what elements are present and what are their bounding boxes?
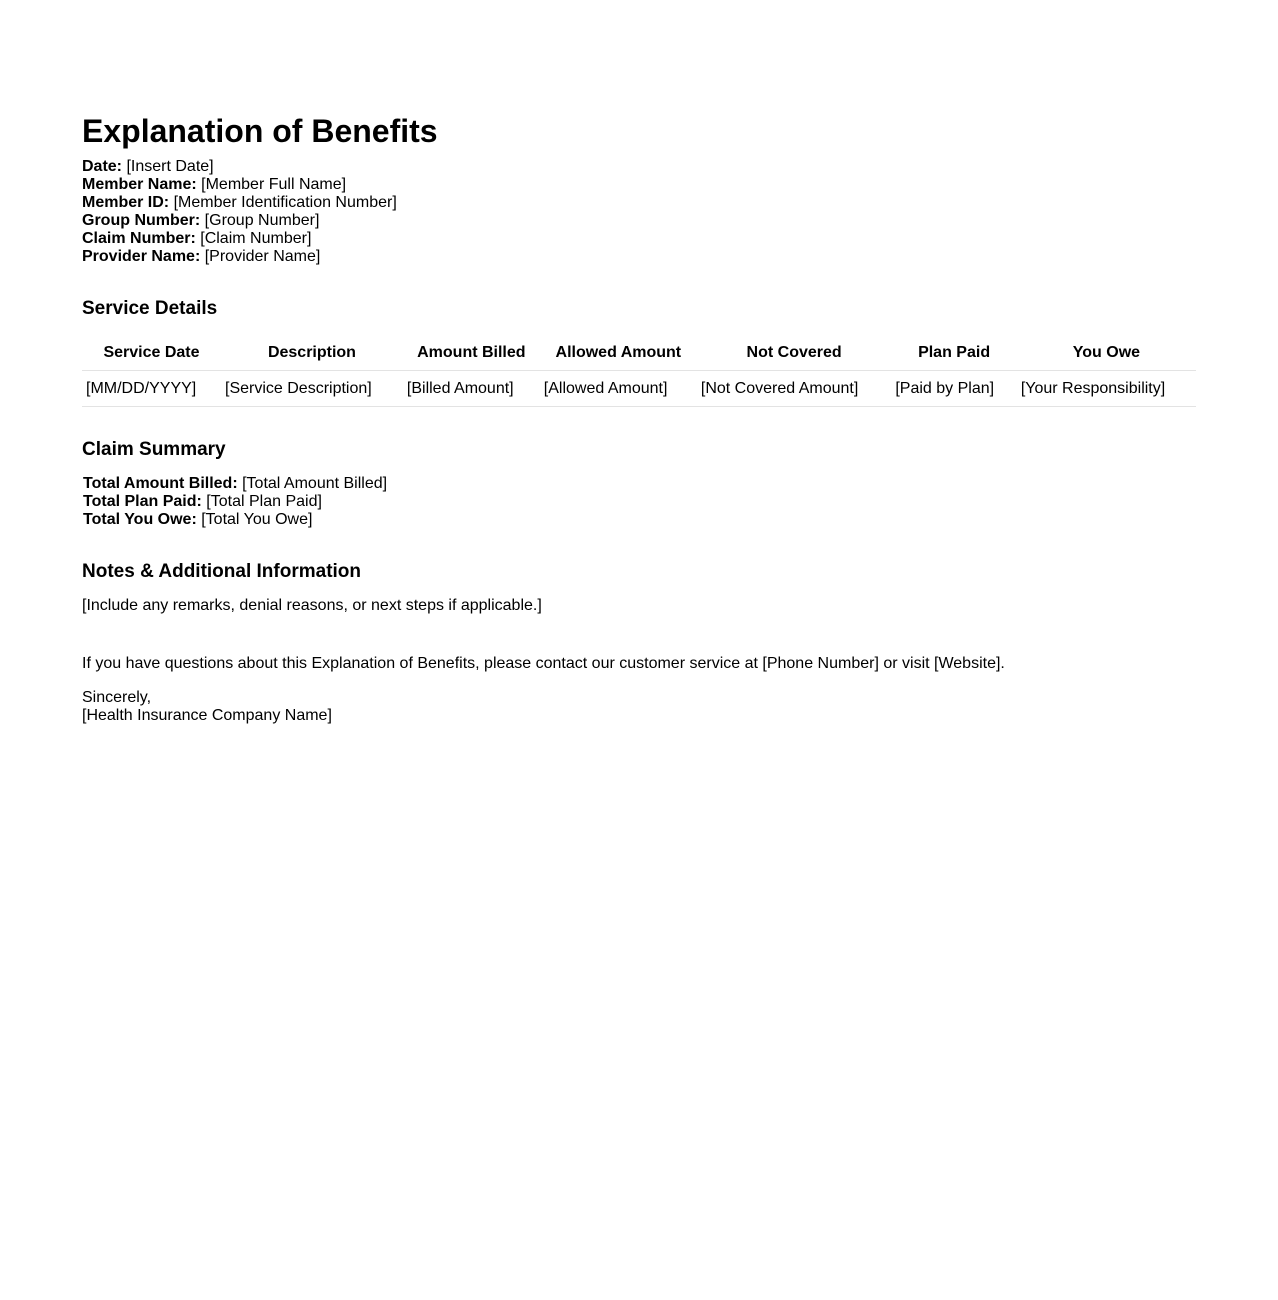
summary-label: Total Amount Billed: [83,475,238,492]
meta-value: [Insert Date] [126,158,214,175]
table-row [82,371,1196,407]
meta-value: [Claim Number] [200,230,312,247]
meta-label: Member Name: [82,176,197,193]
col-not-covered: Not Covered [697,336,891,371]
table-header-row [82,336,1196,371]
meta-value: [Member Identification Number] [173,194,397,211]
cell-you-owe: [Your Responsibility] [1017,371,1196,407]
summary-label: Total Plan Paid: [83,493,202,510]
col-description: Description [221,336,403,371]
col-plan-paid: Plan Paid [891,336,1016,371]
notes-text: [Include any remarks, denial reasons, or next steps if applicable.] [82,597,542,614]
notes-heading: Notes & Additional Information [82,561,362,582]
claim-summary-heading: Claim Summary [82,439,226,460]
cell-allowed-amount: [Allowed Amount] [540,371,697,407]
meta-claim-number [82,230,1196,248]
closing-signature: [Health Insurance Company Name] [82,707,332,724]
summary-value: [Total Plan Paid] [206,493,322,510]
member-info [82,158,1196,266]
meta-group-number [82,212,1196,230]
cell-plan-paid: [Paid by Plan] [891,371,1016,407]
meta-provider-name [82,248,1196,266]
meta-label: Member ID: [82,194,170,211]
col-service-date: Service Date [82,336,221,371]
meta-member-name [82,176,1196,194]
closing-block [82,689,1196,725]
col-allowed-amount: Allowed Amount [540,336,697,371]
summary-total-plan-paid [83,493,1196,511]
meta-label: Group Number: [82,212,201,229]
cell-service-date: [MM/DD/YYYY] [82,371,221,407]
summary-value: [Total Amount Billed] [242,475,388,492]
meta-label: Date: [82,158,123,175]
cell-not-covered: [Not Covered Amount] [697,371,891,407]
cell-amount-billed: [Billed Amount] [403,371,540,407]
closing-salutation: Sincerely, [82,689,152,706]
summary-label: Total You Owe: [83,511,197,528]
meta-label: Provider Name: [82,248,201,265]
meta-value: [Member Full Name] [201,176,347,193]
summary-total-you-owe [83,511,1196,529]
summary-value: [Total You Owe] [201,511,313,528]
col-you-owe: You Owe [1017,336,1196,371]
meta-label: Claim Number: [82,230,196,247]
meta-member-id [82,194,1196,212]
service-details-table [82,336,1196,407]
claim-summary-list [83,475,1196,529]
meta-date [82,158,1196,176]
contact-text: If you have questions about this Explanation of Benefits, please contact our customer service at [Phone Number] or visit [Website]. [82,655,1005,672]
meta-value: [Group Number] [204,212,320,229]
col-amount-billed: Amount Billed [403,336,540,371]
page-title: Explanation of Benefits [82,113,438,149]
summary-total-billed [83,475,1196,493]
service-details-heading: Service Details [82,298,218,319]
meta-value: [Provider Name] [204,248,321,265]
cell-description: [Service Description] [221,371,403,407]
